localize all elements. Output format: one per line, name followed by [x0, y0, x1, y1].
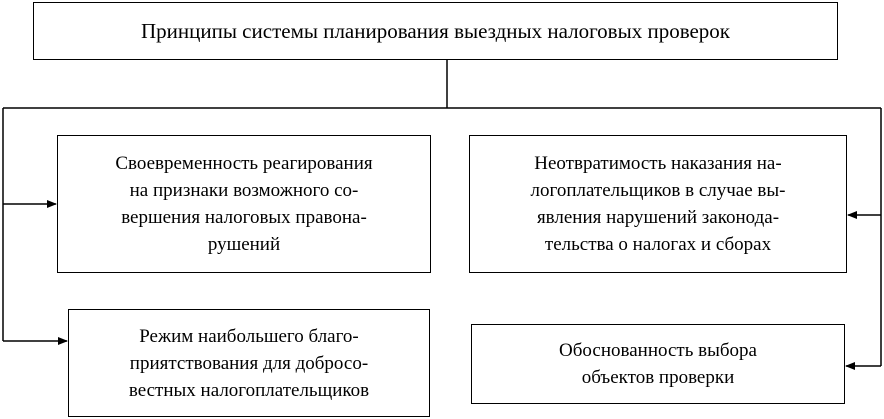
principle-regime-text: Режим наибольшего благо- приятствования для добросо- вестных налогоплательщиков [128, 325, 370, 401]
title-box [33, 2, 838, 60]
principle-inevitability-box [469, 135, 847, 273]
principle-validity-text: Обоснованность выбора объектов проверки [559, 340, 757, 388]
principle-regime-box [68, 309, 430, 417]
principle-validity-box [471, 324, 845, 404]
principle-inevitability-text: Неотвратимость наказания на- логоплательщиков в случае вы- явления нарушений законода- тельства о налогах и сборах [530, 153, 786, 255]
principle-timeliness-box [57, 135, 431, 273]
principle-timeliness-text: Своевременность реагирования на признаки возможного со- вершения налоговых правона- рушений [115, 153, 373, 255]
title-text: Принципы системы планирования выездных налоговых проверок [140, 19, 731, 43]
